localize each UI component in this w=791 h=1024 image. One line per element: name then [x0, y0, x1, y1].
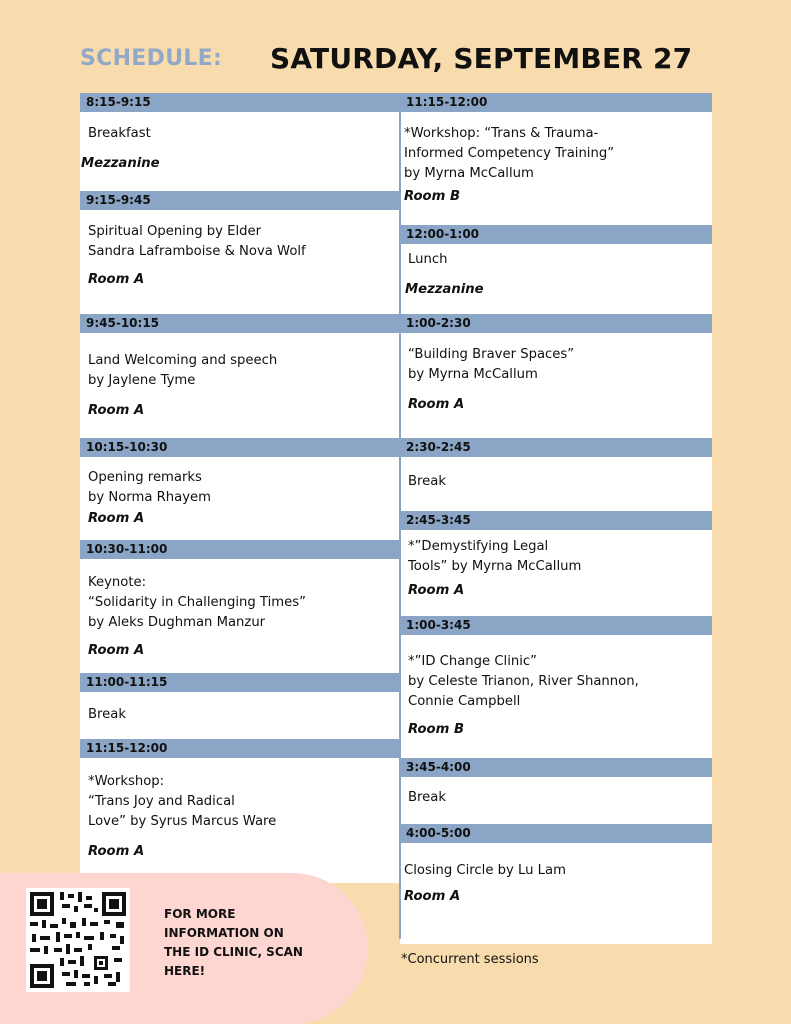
session-slot [80, 540, 400, 661]
session-room: Room B [408, 722, 465, 737]
time-bar: 2:45-3:45 [400, 511, 712, 530]
qr-caption: FOR MORE INFORMATION ON THE ID CLINIC, SCAN HERE! [164, 907, 303, 978]
session-room: Room A [408, 583, 465, 598]
time-bar: 1:00-2:30 [400, 314, 712, 333]
session-room: Room A [404, 889, 461, 904]
time-bar: 12:00-1:00 [400, 225, 712, 244]
session-slot [80, 314, 400, 421]
session-title: Opening remarks by Norma Rhayem [88, 470, 211, 505]
time-bar: 1:00-3:45 [400, 616, 712, 635]
session-slot [400, 225, 712, 300]
session-room: Room B [404, 189, 461, 204]
time-bar: 11:15-12:00 [80, 739, 400, 758]
qr-code[interactable] [26, 888, 130, 992]
session-room: Mezzanine [405, 282, 484, 297]
session-title: *Workshop: “Trans & Trauma- Informed Competency Training” by Myrna McCallum [404, 126, 615, 181]
session-title: Lunch [408, 252, 448, 267]
session-title: *”ID Change Clinic” by Celeste Trianon, River Shannon, Connie Campbell [408, 654, 639, 709]
session-title: Closing Circle by Lu Lam [404, 863, 566, 878]
session-title: Keynote: “Solidarity in Challenging Times” by Aleks Dughman Manzur [88, 575, 306, 630]
session-slot [80, 438, 400, 529]
session-title: Break [408, 474, 447, 489]
time-bar: 9:15-9:45 [80, 191, 400, 210]
session-room: Mezzanine [81, 156, 160, 171]
session-room: Room A [88, 643, 145, 658]
time-bar: 11:15-12:00 [400, 93, 712, 112]
session-slot [80, 739, 400, 862]
time-bar: 11:00-11:15 [80, 673, 400, 692]
session-slot [400, 758, 712, 808]
time-bar: 10:15-10:30 [80, 438, 400, 457]
session-title: Break [408, 790, 447, 805]
session-slot [80, 191, 400, 290]
session-slot [400, 616, 712, 740]
session-room: Room A [88, 511, 145, 526]
session-room: Room A [88, 403, 145, 418]
session-slot [80, 93, 400, 174]
time-bar: 4:00-5:00 [400, 824, 712, 843]
time-bar: 2:30-2:45 [400, 438, 712, 457]
session-slot [400, 314, 712, 415]
session-room: Room A [408, 397, 465, 412]
session-title: “Building Braver Spaces” by Myrna McCallum [408, 347, 575, 382]
session-title: Land Welcoming and speech by Jaylene Tyme [88, 353, 278, 388]
column-divider [399, 93, 401, 939]
session-slot [80, 673, 400, 725]
session-room: Room A [88, 272, 145, 287]
schedule-label: SCHEDULE: [80, 46, 223, 71]
session-title: *”Demystifying Legal Tools” by Myrna McCallum [408, 539, 582, 574]
session-slot [400, 438, 712, 492]
time-bar: 8:15-9:15 [80, 93, 400, 112]
footnote: *Concurrent sessions [401, 952, 539, 967]
qr-code-icon [26, 888, 130, 992]
page-title: SATURDAY, SEPTEMBER 27 [270, 42, 693, 75]
time-bar: 9:45-10:15 [80, 314, 400, 333]
time-bar: 10:30-11:00 [80, 540, 400, 559]
session-title: Break [88, 707, 127, 722]
session-room: Room A [88, 844, 145, 859]
session-slot [400, 511, 712, 601]
session-title: Breakfast [88, 126, 151, 141]
session-slot [400, 93, 712, 207]
session-title: Spiritual Opening by Elder Sandra Laframboise & Nova Wolf [88, 224, 306, 259]
session-slot [400, 824, 712, 907]
time-bar: 3:45-4:00 [400, 758, 712, 777]
session-title: *Workshop: “Trans Joy and Radical Love” by Syrus Marcus Ware [88, 774, 277, 829]
